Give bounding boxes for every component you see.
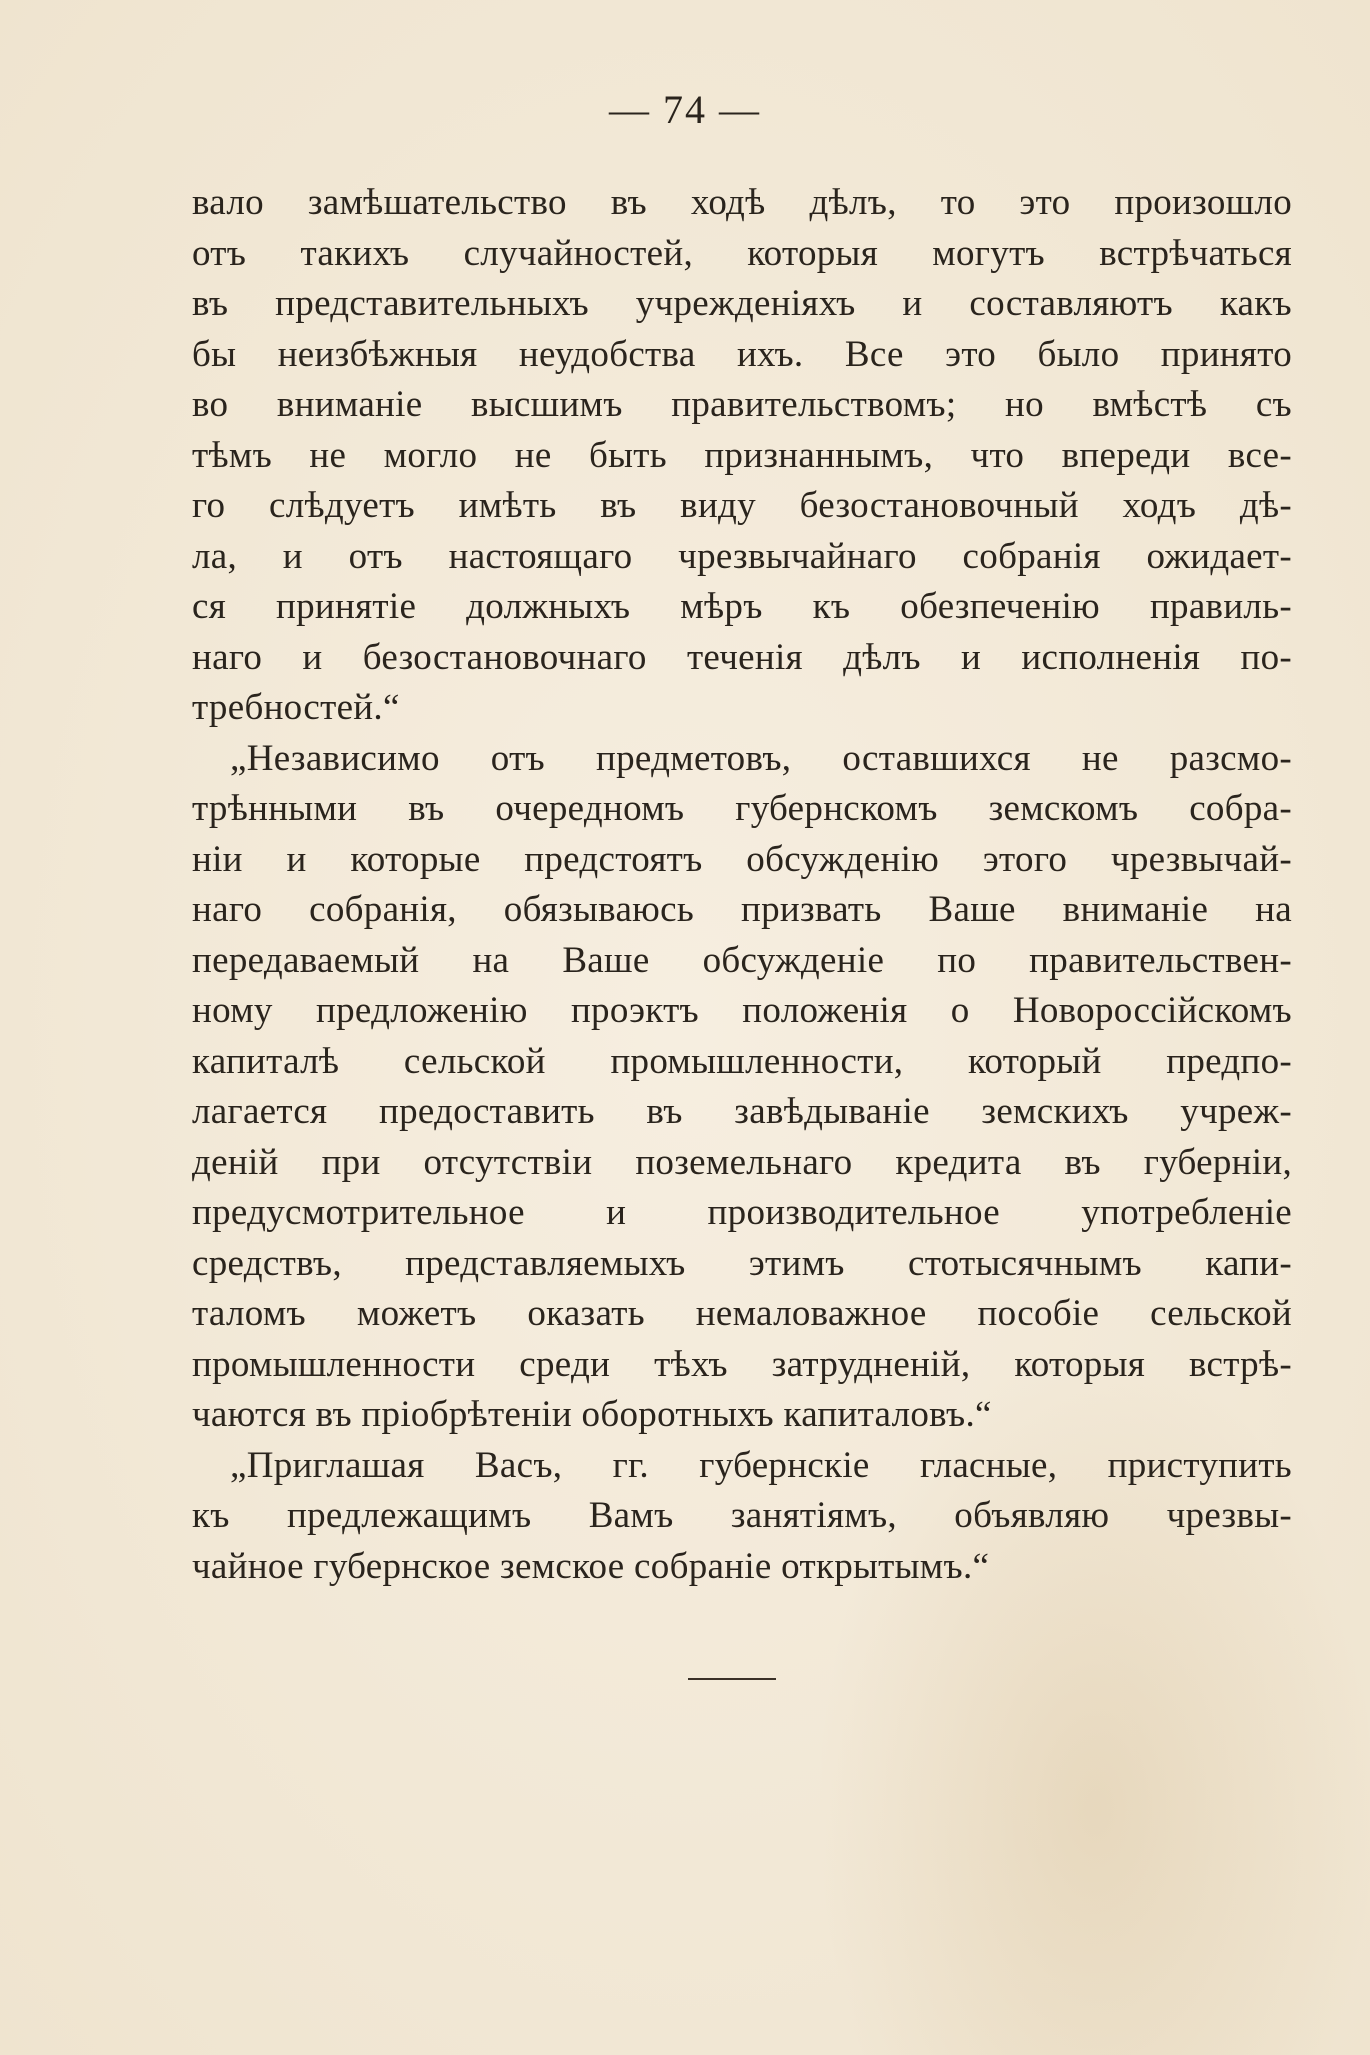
text-line: чайное губернское земское собраніе открытымъ.“ (192, 1545, 990, 1587)
text-line: трѣнными въ очередномъ губернскомъ земскомъ собра- (192, 788, 1292, 829)
text-line: го слѣдуетъ имѣть въ виду безостановочный ходъ дѣ- (192, 485, 1292, 526)
text-line: отъ такихъ случайностей, которыя могутъ встрѣчаться (192, 232, 1292, 274)
text-line: „Независимо отъ предметовъ, оставшихся не разсмо- (230, 737, 1292, 779)
text-line: средствъ, представляемыхъ этимъ стотысячнымъ капи- (192, 1242, 1292, 1284)
text-line: капиталѣ сельской промышленности, который предпо- (192, 1040, 1292, 1082)
page-number: — 74 — (609, 87, 761, 132)
text-line: предусмотрительное и производительное употребленіе (192, 1192, 1292, 1233)
text-line: тѣмъ не могло не быть признаннымъ, что впереди все- (192, 434, 1292, 476)
text-line: наго и безостановочнаго теченія дѣлъ и исполненія по- (192, 636, 1292, 678)
text-line: промышленности среди тѣхъ затрудненій, которыя встрѣ- (192, 1343, 1292, 1385)
text-line: ла, и отъ настоящаго чрезвычайнаго собранія ожидает- (192, 535, 1292, 577)
text-line: ніи и которые предстоятъ обсужденію этого чрезвычай- (192, 838, 1292, 880)
text-line: „Приглашая Васъ, гг. губернскіе гласные, приступить (230, 1444, 1292, 1486)
text-line: деній при отсутствіи поземельнаго кредита въ губерніи, (192, 1141, 1292, 1183)
text-line: ному предложенію проэктъ положенія о Новороссійскомъ (192, 990, 1292, 1031)
text-line: ся принятіе должныхъ мѣръ къ обезпеченію правиль- (192, 586, 1292, 627)
paragraph-3 (192, 1441, 1292, 1593)
text-line: вало замѣшательство въ ходѣ дѣлъ, то это произошло (192, 182, 1292, 223)
text-line: въ представительныхъ учрежденіяхъ и составляютъ какъ (192, 283, 1292, 324)
text-line: лагается предоставить въ завѣдываніе земскихъ учреж- (192, 1091, 1292, 1132)
text-line: таломъ можетъ оказать немаловажное пособіе сельской (192, 1293, 1292, 1334)
section-divider (688, 1678, 776, 1680)
text-line: бы неизбѣжныя неудобства ихъ. Все это было принято (192, 333, 1292, 375)
text-line: требностей.“ (192, 687, 400, 728)
text-line: наго собранія, обязываюсь призвать Ваше вниманіе на (192, 889, 1292, 930)
paragraph-2 (192, 734, 1292, 1441)
paragraph-1 (192, 178, 1292, 734)
text-line: во вниманіе высшимъ правительствомъ; но вмѣстѣ съ (192, 384, 1292, 425)
text-line: передаваемый на Ваше обсужденіе по правительствен- (192, 939, 1292, 981)
body-text (192, 178, 1292, 1592)
text-line: чаются въ пріобрѣтеніи оборотныхъ капиталовъ.“ (192, 1394, 992, 1435)
text-line: къ предлежащимъ Вамъ занятіямъ, объявляю чрезвы- (192, 1495, 1292, 1536)
